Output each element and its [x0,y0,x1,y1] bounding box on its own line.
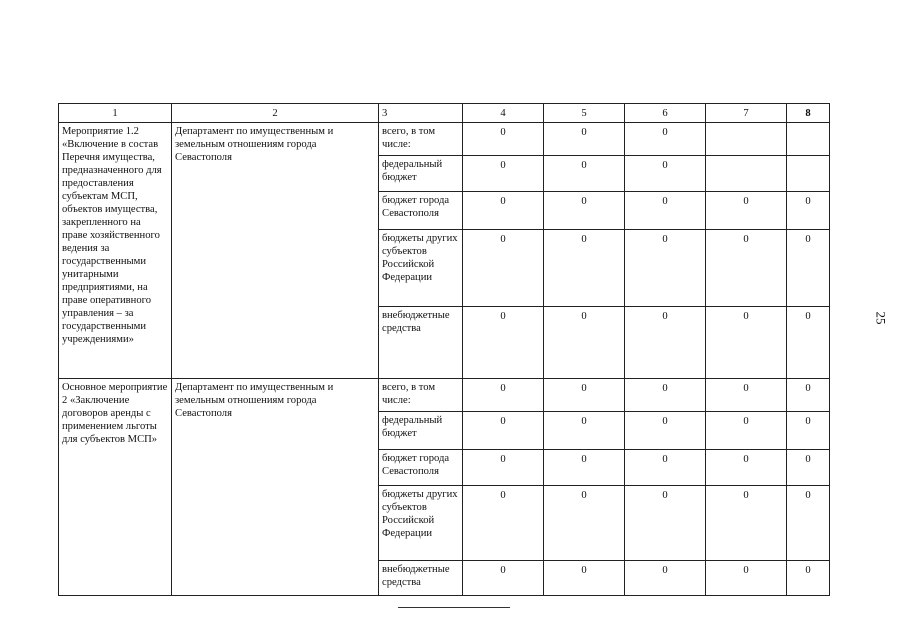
header-cell: 5 [544,104,625,123]
value-cell: 0 [463,486,544,561]
value-cell: 0 [625,307,706,379]
value-cell: 0 [625,230,706,307]
value-cell [787,123,830,156]
value-cell: 0 [787,450,830,486]
value-cell: 0 [706,230,787,307]
header-cell: 7 [706,104,787,123]
funding-source-cell: всего, в том числе: [379,379,463,412]
value-cell: 0 [625,412,706,450]
footnote-divider [398,607,510,608]
value-cell: 0 [463,412,544,450]
value-cell: 0 [544,450,625,486]
header-cell: 8 [787,104,830,123]
value-cell: 0 [787,412,830,450]
funding-source-cell: внебюджетные средства [379,307,463,379]
header-cell: 1 [59,104,172,123]
value-cell: 0 [787,230,830,307]
header-cell: 2 [172,104,379,123]
value-cell: 0 [787,379,830,412]
value-cell: 0 [544,379,625,412]
value-cell: 0 [625,561,706,596]
value-cell [706,123,787,156]
value-cell: 0 [625,156,706,192]
executor-cell: Департамент по имущественным и земельным отношениям города Севастополя [172,379,379,596]
value-cell: 0 [706,307,787,379]
funding-source-cell: федеральный бюджет [379,156,463,192]
value-cell [706,156,787,192]
event-name-cell: Основное мероприятие 2 «Заключение договоров аренды с применением льготы для субъектов МСП» [59,379,172,596]
value-cell: 0 [463,379,544,412]
value-cell: 0 [544,486,625,561]
header-row [59,104,830,123]
value-cell: 0 [706,192,787,230]
value-cell: 0 [463,307,544,379]
value-cell: 0 [463,450,544,486]
value-cell: 0 [544,123,625,156]
value-cell: 0 [544,192,625,230]
value-cell: 0 [625,192,706,230]
value-cell: 0 [544,561,625,596]
table-row [59,379,830,412]
value-cell: 0 [787,192,830,230]
funding-source-cell: всего, в том числе: [379,123,463,156]
funding-source-cell: бюджет города Севастополя [379,192,463,230]
executor-cell: Департамент по имущественным и земельным отношениям города Севастополя [172,123,379,379]
value-cell: 0 [625,450,706,486]
value-cell: 0 [787,486,830,561]
value-cell: 0 [706,486,787,561]
header-cell: 4 [463,104,544,123]
value-cell: 0 [706,379,787,412]
value-cell: 0 [463,192,544,230]
funding-source-cell: бюджеты других субъектов Российской Федерации [379,486,463,561]
funding-source-cell: бюджет города Севастополя [379,450,463,486]
funding-source-cell: федеральный бюджет [379,412,463,450]
value-cell: 0 [544,412,625,450]
value-cell: 0 [463,561,544,596]
value-cell: 0 [544,307,625,379]
value-cell: 0 [625,123,706,156]
financing-table [58,103,830,596]
event-name-cell: Мероприятие 1.2 «Включение в состав Перечня имущества, предназначенного для предоставления субъектам МСП, объектов имущества, закрепленного на праве хозяйственного ведения за государственными унитарными предприятиями, на праве оперативного управления – за государственными учреждениями» [59,123,172,379]
header-cell: 6 [625,104,706,123]
value-cell: 0 [706,561,787,596]
value-cell [787,156,830,192]
value-cell: 0 [463,156,544,192]
value-cell: 0 [706,412,787,450]
value-cell: 0 [463,230,544,307]
value-cell: 0 [625,486,706,561]
value-cell: 0 [787,561,830,596]
value-cell: 0 [544,156,625,192]
funding-source-cell: бюджеты других субъектов Российской Федерации [379,230,463,307]
value-cell: 0 [463,123,544,156]
table-row [59,123,830,156]
value-cell: 0 [625,379,706,412]
header-cell: 3 [379,104,463,123]
value-cell: 0 [544,230,625,307]
value-cell: 0 [706,450,787,486]
page-number: 25 [873,311,889,325]
funding-source-cell: внебюджетные средства [379,561,463,596]
value-cell: 0 [787,307,830,379]
